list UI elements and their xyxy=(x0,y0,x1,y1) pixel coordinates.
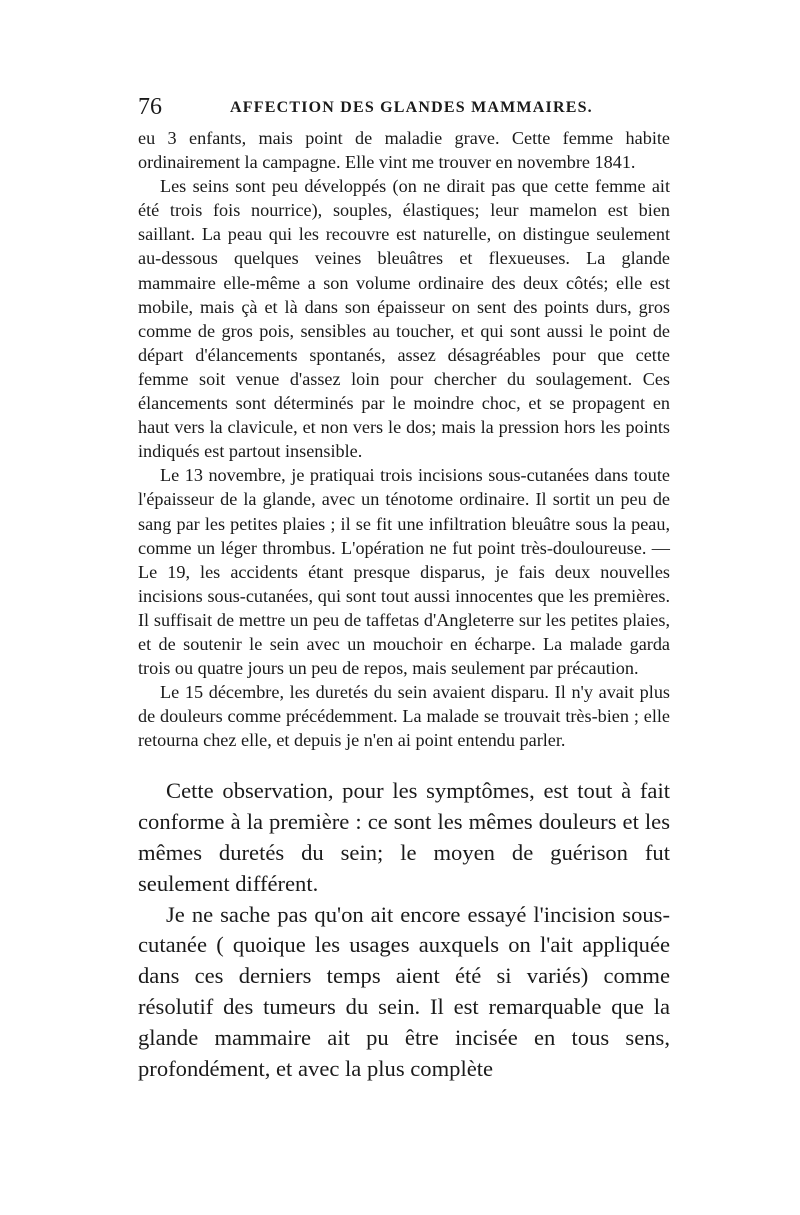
paragraph: Le 15 décembre, les duretés du sein avaient disparu. Il n'y avait plus de douleurs comme précédemment. La malade se trouvait très-bien ; elle retourna chez elle, et depuis je n'en ai point entendu parler. xyxy=(138,682,670,751)
page-number: 76 xyxy=(138,94,162,120)
paragraph: Je ne sache pas qu'on ait encore essayé l'incision sous-cutanée ( quoique les usages auxquels on l'ait appliquée dans ces derniers temps aient été si variés) comme résolutif des tumeurs du sein. Il est remarquable que la glande mammaire ait pu être incisée en tous sens, profondément, et avec la plus complète xyxy=(138,901,670,1081)
running-title: AFFECTION DES GLANDES MAMMAIRES. xyxy=(230,99,593,116)
observation-text xyxy=(138,126,670,752)
paragraph: Les seins sont peu développés (on ne dirait pas que cette femme ait été trois fois nourrice), souples, élastiques; leur mamelon est bien saillant. La peau qui les recouvre est naturelle, on distingue seulement au-dessous quelques veines bleuâtres et flexueuses. La glande mammaire elle-même a son volume ordinaire des deux côtés; elle est mobile, mais çà et là dans son épaisseur on sent des points durs, gros comme de gros pois, sensibles au toucher, et qui sont aussi le point de départ d'élancements spontanés, assez désagréables pour que cette femme soit venue d'assez loin pour chercher du soulagement. Ces élancements sont déterminés par le moindre choc, et se propagent en haut vers la clavicule, et non vers le dos; mais la pression hors les points indiqués est partout insensible. xyxy=(138,176,670,462)
page-header xyxy=(138,92,670,126)
paragraph: eu 3 enfants, mais point de maladie grave. Cette femme habite ordinairement la campagne. Elle vint me trouver en novembre 1841. xyxy=(138,128,670,173)
book-page xyxy=(138,92,670,1084)
paragraph: Cette observation, pour les symptômes, est tout à fait conforme à la première : ce sont les mêmes douleurs et les mêmes duretés du sein; le moyen de guérison fut seulement différent. xyxy=(138,778,670,896)
paragraph: Le 13 novembre, je pratiquai trois incisions sous-cutanées dans toute l'épaisseur de la glande, avec un ténotome ordinaire. Il sortit un peu de sang par les petites plaies ; il se fit une infiltration bleuâtre sous la peau, comme un léger thrombus. L'opération ne fut point très-douloureuse. — Le 19, les accidents étant presque disparus, je fais deux nouvelles incisions sous-cutanées, qui sont tout aussi innocentes que les premières. Il suffisait de mettre un peu de taffetas d'Angleterre sur les petites plaies, et de soutenir le sein avec un mouchoir en écharpe. La malade garda trois ou quatre jours un peu de repos, mais seulement par précaution. xyxy=(138,465,670,679)
commentary-text xyxy=(138,776,670,1084)
